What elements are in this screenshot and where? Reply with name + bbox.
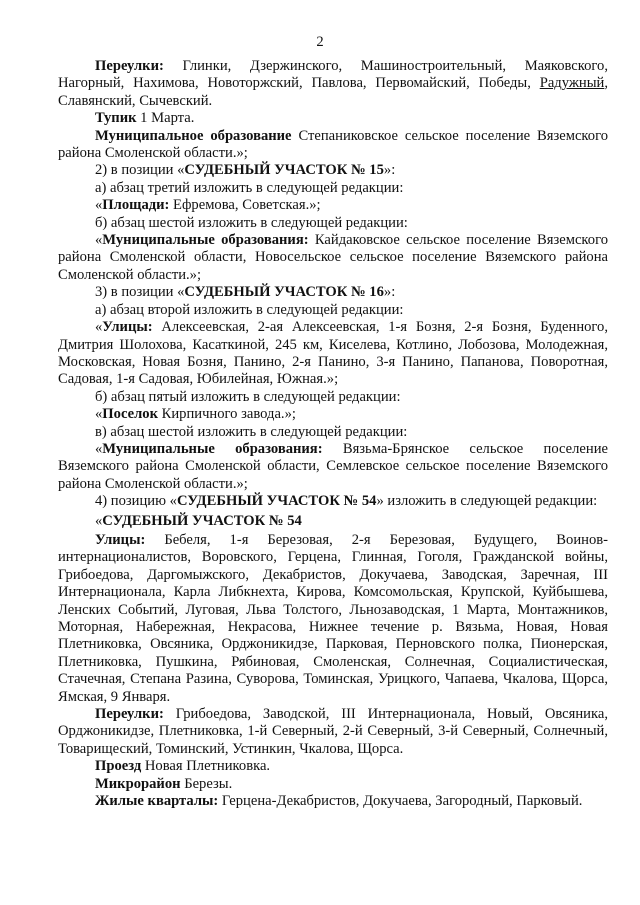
label-lanes: Переулки:	[95, 706, 164, 723]
paragraph-settlement	[58, 406, 608, 423]
passage-text: Новая Плетниковка.	[141, 758, 271, 775]
item-2-text: 2) в позиции «	[95, 162, 185, 179]
paragraph-3c: в) абзац шестой изложить в следующей редакции:	[95, 423, 408, 440]
settlement-text: Кирпичного завода.»;	[157, 406, 296, 423]
paragraph-lanes-54	[58, 706, 608, 758]
paragraph-item-3	[58, 284, 608, 301]
quote-open: «	[95, 319, 103, 336]
paragraph-item-4	[58, 493, 608, 510]
municipalities-16-text: Вязьма-Брянское сельское поселение Вяземского района Смоленской области, Семлевское сельское поселение Вяземского района Смоленской области.»;	[58, 440, 609, 492]
label-residential-quarters: Жилые кварталы:	[95, 793, 219, 810]
item-4-text: 4) позицию «	[95, 493, 177, 510]
paragraph-2a: а) абзац третий изложить в следующей редакции:	[95, 179, 404, 196]
streets-54-text: Бебеля, 1-я Березовая, 2-я Березовая, Будущего, Воинов-интернационалистов, Воровского, Герцена, Глинная, Гоголя, Гражданской войны, Грибоедова, Даргомыжского, Декабристов, Докучаева, Заводская, Заречная, III Интернационала, Карла Либкнехта, Кирова, Комсомольская, Крупской, Куйбышева, Ленских Событий, Луговая, Льва Толстого, Льнозаводская, 1 Марта, Монтажников, Моторная, Набережная, Некрасова, Нижнее течение р. Вязьма, Новая, Новая Плетниковка, Овсяника, Орджоникидзе, Парковая, Перновского полка, Пионерская, Плетниковка, Пушкина, Рябиновая, Смоленская, Солнечная, Социалистическая, Стачечная, Степана Разина, Суворова, Томинская, Урицкого, Чапаева, Чкалова, Щорса, Ямская, 9 Января.	[58, 531, 608, 705]
item-3-heading: СУДЕБНЫЙ УЧАСТОК № 16	[184, 284, 384, 301]
section-heading-54	[58, 513, 608, 530]
item-4-heading: СУДЕБНЫЙ УЧАСТОК № 54	[176, 493, 377, 510]
paragraph-2b: б) абзац шестой изложить в следующей редакции:	[95, 214, 408, 231]
paragraph-streets-16	[58, 319, 608, 389]
lanes-text-a: Глинки, Дзержинского, Машиностроительный, Маяковского, Нагорный, Нахимова, Новоторжский, Павлова, Первомайский, Победы,	[58, 58, 608, 92]
quote-open: «	[95, 406, 103, 423]
paragraph-microdistrict	[58, 776, 608, 793]
lanes-54-text: Грибоедова, Заводской, III Интернационала, Новый, Овсяника, Орджоникидзе, Плетниковка, 1-й Северный, 2-й Северный, 3-й Северный, Солнечный, Товарищеский, Томинский, Устинкин, Чкалова, Щорса.	[58, 706, 608, 757]
paragraph-municipalities-16	[58, 441, 608, 493]
quote-open: «	[95, 512, 103, 529]
label-squares: Площади:	[102, 197, 170, 214]
item-4-end: » изложить в следующей редакции:	[376, 493, 598, 510]
paragraph-streets-54	[58, 532, 608, 706]
label-streets: Улицы:	[95, 531, 146, 548]
residential-quarters-text: Герцена-Декабристов, Докучаева, Загородный, Парковый.	[218, 793, 583, 810]
label-lanes: Переулки:	[95, 58, 164, 74]
label-streets: Улицы:	[102, 319, 153, 336]
paragraph-passage	[58, 758, 608, 775]
item-2-end: »:	[383, 162, 396, 179]
label-microdistrict: Микрорайон	[95, 775, 181, 792]
deadend-text: 1 Марта.	[136, 110, 195, 127]
quote-open: «	[95, 232, 103, 249]
paragraph-3a: а) абзац второй изложить в следующей редакции:	[95, 301, 404, 318]
lanes-text-b: , Славянский, Сычевский.	[58, 75, 608, 109]
paragraph-item-2	[58, 162, 608, 179]
municipality-text: Степаниковское сельское поселение Вяземского района Смоленской области.»;	[58, 127, 609, 162]
microdistrict-text: Березы.	[180, 775, 233, 792]
paragraph-municipality-1	[58, 128, 608, 163]
paragraph-lanes-list	[58, 58, 608, 110]
lanes-underlined-name: Радужный	[539, 75, 605, 92]
label-municipalities: Муниципальные образования:	[102, 440, 323, 457]
paragraph-squares	[58, 197, 608, 214]
document-body	[58, 58, 608, 810]
label-passage: Проезд	[95, 758, 142, 775]
streets-16-text: Алексеевская, 2-ая Алексеевская, 1-я Бозня, 2-я Бозня, Буденного, Дмитрия Шолохова, Касаткиной, 245 км, Киселева, Котлино, Лобозова, Молодежная, Московская, Новая Бозня, Панино, 2-я Панино, 3-я Панино, Папанова, Поворотная, Садовая, 1-я Садовая, Юбилейная, Южная.»;	[58, 319, 608, 388]
quote-open: «	[95, 197, 103, 214]
page-number: 2	[316, 34, 324, 50]
label-municipality: Муниципальное образование	[95, 127, 292, 144]
paragraph-3b: б) абзац пятый изложить в следующей редакции:	[95, 388, 401, 405]
municipalities-15-text: Кайдаковское сельское поселение Вяземского района Смоленской области, Новосельское сельское поселение Вяземского района Смоленской области.»;	[58, 232, 608, 283]
quote-open: «	[95, 440, 103, 457]
item-3-text: 3) в позиции «	[95, 284, 185, 301]
squares-text: Ефремова, Советская.»;	[169, 197, 321, 214]
item-3-end: »:	[383, 284, 396, 301]
paragraph-residential-quarters	[58, 793, 608, 810]
heading-54: СУДЕБНЫЙ УЧАСТОК № 54	[102, 512, 302, 529]
paragraph-municipalities-15	[58, 232, 608, 284]
paragraph-deadend	[58, 110, 608, 127]
item-2-heading: СУДЕБНЫЙ УЧАСТОК № 15	[184, 162, 384, 179]
label-settlement: Поселок	[102, 406, 158, 423]
label-deadend: Тупик	[95, 110, 137, 127]
label-municipalities: Муниципальные образования:	[102, 232, 309, 249]
